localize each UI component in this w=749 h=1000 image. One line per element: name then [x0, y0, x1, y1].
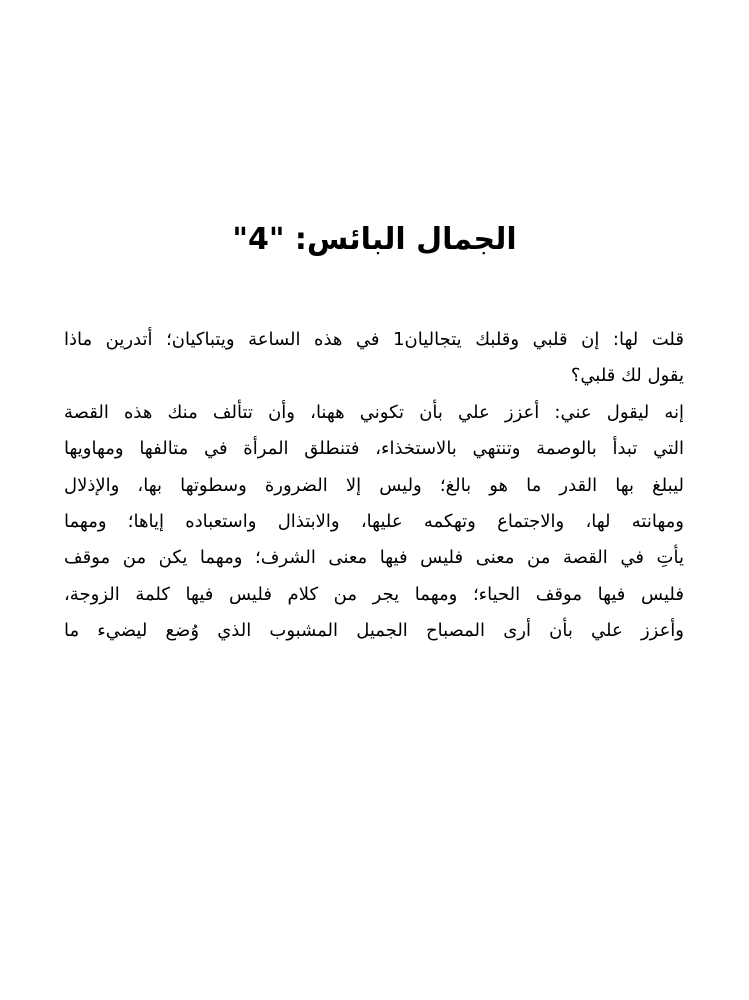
text-line: إنه ليقول عني: أعزز علي بأن تكوني ههنا، وأن تتألف منك هذه القصة — [64, 401, 684, 423]
text-line: ليبلغ بها القدر ما هو بالغ؛ وليس إلا الضرورة وسطوتها بها، والإذلال — [64, 474, 684, 496]
text-line: ومهانته لها، والاجتماع وتهكمه عليها، والابتذال واستعباده إياها؛ ومهما — [64, 510, 684, 532]
text-line: التي تبدأ بالوصمة وتنتهي بالاستخذاء، فتنطلق المرأة في متالفها ومهاويها — [64, 438, 684, 460]
text-line: قلت لها: إن قلبي وقلبك يتجاليان1 في هذه الساعة ويتباكيان؛ أتدرين ماذا — [64, 329, 684, 350]
text-line: وأعزز علي بأن أرى المصباح الجميل المشبوب الذي وُضع ليضيء ما — [64, 620, 684, 642]
text-line: فليس فيها موقف الحياء؛ ومهما يجر من كلام فليس فيها كلمة الزوجة، — [64, 583, 684, 605]
text-line: يقول لك قلبي؟ — [570, 365, 684, 387]
text-line: يأتِ في القصة من معنى فليس فيها معنى الشرف؛ ومهما يكن من موقف — [64, 547, 684, 569]
body-text — [64, 322, 684, 650]
chapter-title: الجمال البائس: "4" — [232, 222, 517, 257]
